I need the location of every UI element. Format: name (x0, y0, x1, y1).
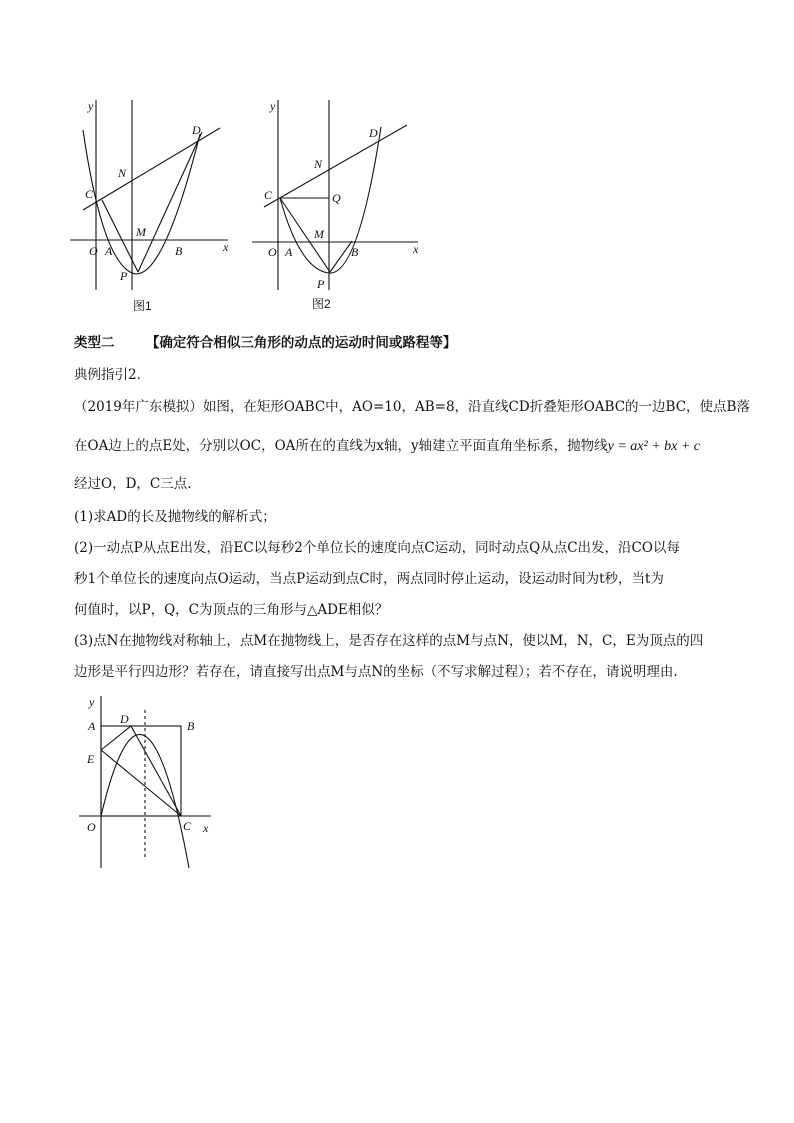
label-d: D (369, 126, 378, 140)
label-p: P (120, 269, 128, 283)
label-a: A (105, 244, 113, 258)
example-label: 典例指引2． (74, 367, 151, 383)
problem-line-1: （2019年广东模拟）如图，在矩形OABC中，AO=10，AB=8，沿直线CD折叠矩形OABC的一边BC，使点B落 (74, 399, 750, 415)
label-o: O (268, 245, 277, 259)
label-c: C (183, 819, 192, 833)
label-y: y (88, 99, 94, 113)
problem-line-2 (74, 437, 700, 456)
label-y: y (89, 695, 95, 709)
figure-1-caption: 图1 (133, 299, 152, 313)
label-e: E (87, 752, 95, 766)
label-m: M (314, 227, 324, 241)
figure-2 (250, 95, 430, 320)
label-c: C (264, 188, 273, 202)
rectangle-oabc (101, 726, 181, 816)
label-b: B (351, 245, 359, 259)
label-o: O (87, 820, 96, 834)
label-b: B (175, 244, 183, 258)
segment-dc (131, 726, 181, 816)
parabola (83, 130, 200, 274)
label-d: D (192, 123, 201, 137)
figure-1 (70, 95, 240, 320)
section-heading (74, 334, 456, 352)
problem-line-2-text: 在OA边上的点E处，分别以OC，OA所在的直线为x轴，y轴建立平面直角坐标系，抛物线 (74, 438, 608, 454)
label-o: O (89, 244, 98, 258)
label-a: A (88, 719, 96, 733)
segment-ed (101, 726, 131, 750)
label-c: C (85, 187, 94, 201)
problem-line-3: 经过O，D，C三点. (74, 476, 192, 492)
question-3-line-2: 边形是平行四边形？若存在，请直接写出点M与点N的坐标（不写求解过程）；若不存在，请说明理由. (74, 664, 678, 680)
label-x: x (223, 240, 229, 254)
section-title: 【确定符合相似三角形的动点的运动时间或路程等】 (145, 335, 457, 351)
question-1: (1)求AD的长及抛物线的解析式； (74, 509, 276, 525)
type-label: 类型二 (74, 335, 115, 351)
label-x: x (203, 821, 209, 835)
label-m: M (136, 225, 146, 239)
figure-3 (75, 690, 225, 875)
figure-2-caption: 图2 (312, 297, 331, 311)
label-n: N (118, 166, 127, 180)
label-d: D (120, 712, 129, 726)
label-n: N (314, 157, 323, 171)
parabola-formula: y = ax² + bx + c (607, 439, 701, 454)
question-2-line-3: 何值时，以P，Q，C为顶点的三角形与△ADE相似？ (74, 602, 389, 618)
label-x: x (413, 242, 419, 256)
question-2-line-2: 秒1个单位长的速度向点O运动，当点P运动到点C时，两点同时停止运动，设运动时间为t秒，当t为 (74, 571, 664, 587)
label-q: Q (332, 191, 341, 205)
question-3-line-1: (3)点N在抛物线对称轴上，点M在抛物线上，是否存在这样的点M与点N，使以M，N，C，E为顶点的四 (74, 633, 704, 649)
label-a: A (285, 245, 293, 259)
label-p: P (317, 277, 325, 291)
label-b: B (187, 719, 195, 733)
line-cd (83, 128, 220, 210)
label-y: y (270, 99, 276, 113)
question-2-line-1: (2)一动点P从点E出发，沿EC以每秒2个单位长的速度向点C运动，同时动点Q从点C出发，沿CO以每 (74, 540, 680, 556)
